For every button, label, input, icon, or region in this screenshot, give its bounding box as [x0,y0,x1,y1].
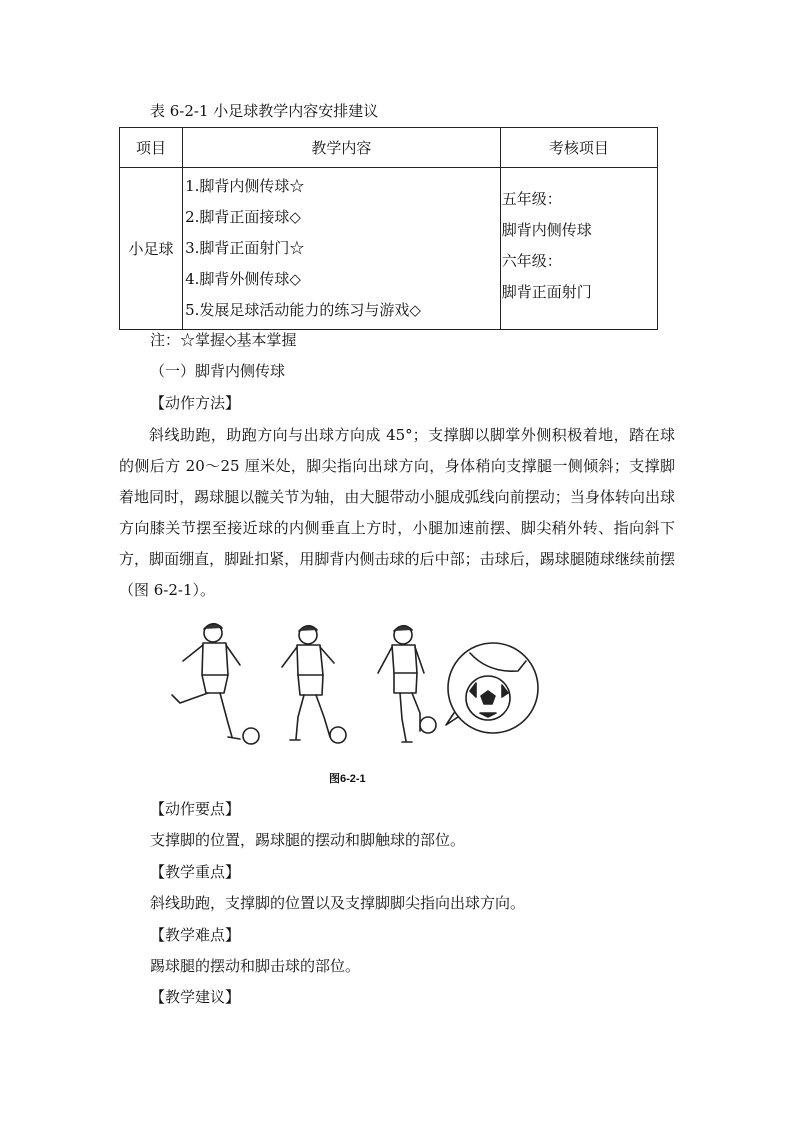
method-heading: 【动作方法】 [150,394,241,412]
section-title: （一）脚背内侧传球 [150,362,286,380]
ball-3 [420,717,436,733]
assessment-line: 五年级： [501,190,562,208]
content-item: 3.脚背正面射门☆ [185,239,305,257]
assessment-line: 六年级： [501,252,562,270]
focus-text: 斜线助跑，支撑脚的位置以及支撑脚脚尖指向出球方向。 [150,894,526,912]
suggestion-heading: 【教学建议】 [150,988,241,1006]
key-points-text: 支撑脚的位置，踢球腿的摆动和脚触球的部位。 [150,831,466,849]
kick-sequence-illustration [158,613,558,783]
header-content: 教学内容 [183,128,501,168]
method-paragraph: 斜线助跑，助跑方向与出球方向成 45°；支撑脚以脚掌外侧积极着地，踏在球的侧后方 20～25 厘米处，脚尖指向出球方向，身体稍向支撑腿一侧倾斜；支撑脚着地同时，踢球腿以髋关节为轴，由大腿带动小腿成弧线向前摆动；当身体转向出球方向膝关节摆至接近球的内侧垂直上方时，小腿加速前摆、脚尖稍外转、指向斜下方，脚面绷直，脚趾扣紧，用脚背内侧击球的后中部；击球后，踢球腿随球继续前摆（图 6-2-1）。 [119,426,675,599]
ball-1 [243,728,259,744]
key-points-heading: 【动作要点】 [150,800,241,818]
header-assessment: 考核项目 [500,128,657,168]
figure-caption: 图6-2-1 [329,773,366,785]
project-cell: 小足球 [120,168,183,330]
close-up-bubble [446,643,538,733]
table-header-row [120,128,658,168]
content-cell [183,168,501,330]
difficulty-text: 踢球腿的摆动和脚击球的部位。 [150,957,361,975]
content-item: 5.发展足球活动能力的练习与游戏◇ [185,301,421,319]
content-item: 1.脚背内侧传球☆ [185,177,305,195]
assessment-line: 脚背内侧传球 [501,221,592,239]
teaching-content-table [119,127,658,330]
difficulty-heading: 【教学难点】 [150,926,241,944]
focus-heading: 【教学重点】 [150,863,241,881]
table-row [120,168,658,330]
content-item: 2.脚背正面接球◇ [185,208,301,226]
table-caption: 表 6-2-1 小足球教学内容安排建议 [150,102,379,120]
content-item: 4.脚背外侧传球◇ [185,270,301,288]
assessment-line: 脚背正面射门 [501,283,592,301]
player-figure-2 [282,626,334,740]
ball-2 [330,727,346,743]
table-note: 注：☆掌握◇基本掌握 [150,331,297,349]
assessment-cell [500,168,657,330]
player-figure-3 [378,626,424,742]
header-project: 项目 [120,128,183,168]
player-figure-1 [172,624,240,739]
